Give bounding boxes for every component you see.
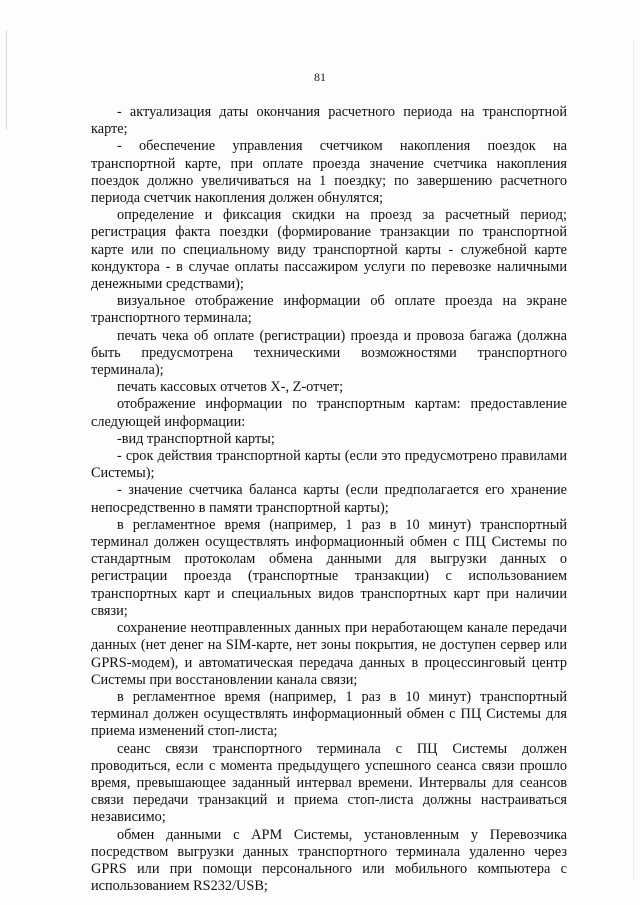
paragraph: - актуализация даты окончания расчетного периода на транспортной карте;	[91, 104, 567, 138]
paragraph: определение и фиксация скидки на проезд за расчетный период; регистрация факта поездки (формирование транзакции по транспортной карте или по специальному виду транспортной карты - служебной карте кондуктора - в случае оплаты пассажиром услуги по перевозке наличными денежными средствами);	[91, 207, 567, 293]
paragraph: сохранение неотправленных данных при неработающем канале передачи данных (нет денег на SIM-карте, нет зоны покрытия, не доступен сервер или GPRS-модем), и автоматическая передача данных в процессинговый центр Системы при восстановлении канала связи;	[91, 620, 567, 688]
document-body	[91, 104, 567, 895]
scan-edge-mark-right	[633, 40, 634, 880]
paragraph: визуальное отображение информации об оплате проезда на экране транспортного терминала;	[91, 293, 567, 327]
paragraph: -вид транспортной карты;	[117, 430, 275, 447]
paragraph: - срок действия транспортной карты (если это предусмотрено правилами Системы);	[91, 448, 567, 482]
paragraph: обмен данными с АРМ Системы, установленным у Перевозчика посредством выгрузки данных транспортного терминала удаленно через GPRS или при помощи персонального или мобильного компьютера с использованием RS232/USB;	[91, 826, 567, 895]
paragraph: - значение счетчика баланса карты (если предполагается его хранение непосредственно в памяти транспортной карты);	[91, 482, 567, 516]
paragraph: сеанс связи транспортного терминала с ПЦ Системы должен проводиться, если с момента предыдущего успешного сеанса связи прошло время, превышающее заданный интервал времени. Интервалы для сеансов связи передачи транзакций и приема стоп-листа должны настраиваться независимо;	[91, 740, 567, 826]
paragraph: в регламентное время (например, 1 раз в 10 минут) транспортный терминал должен осуществлять информационный обмен с ПЦ Системы по стандартным протоколам обмена данными для выгрузки данных о регистрации проезда (транспортные транзакции) с использованием транспортных карт и специальных видов транспортных карт при наличии связи;	[91, 516, 567, 619]
page-number: 81	[314, 70, 326, 84]
paragraph: отображение информации по транспортным картам: предоставление следующей информации:	[91, 396, 567, 430]
paragraph: печать кассовых отчетов X-, Z-отчет;	[117, 379, 344, 396]
paragraph: в регламентное время (например, 1 раз в 10 минут) транспортный терминал должен осуществлять информационный обмен с ПЦ Системы для приема изменений стоп-листа;	[91, 688, 567, 740]
paragraph: печать чека об оплате (регистрации) проезда и провоза багажа (должна быть предусмотрена техническими возможностями транспортного терминала);	[91, 327, 567, 379]
paragraph: - обеспечение управления счетчиком накопления поездок на транспортной карте, при оплате проезда значение счетчика накопления поездок должно увеличиваться на 1 поездку; по завершению расчетного периода счетчик накопления должен обнулятся;	[91, 138, 567, 207]
